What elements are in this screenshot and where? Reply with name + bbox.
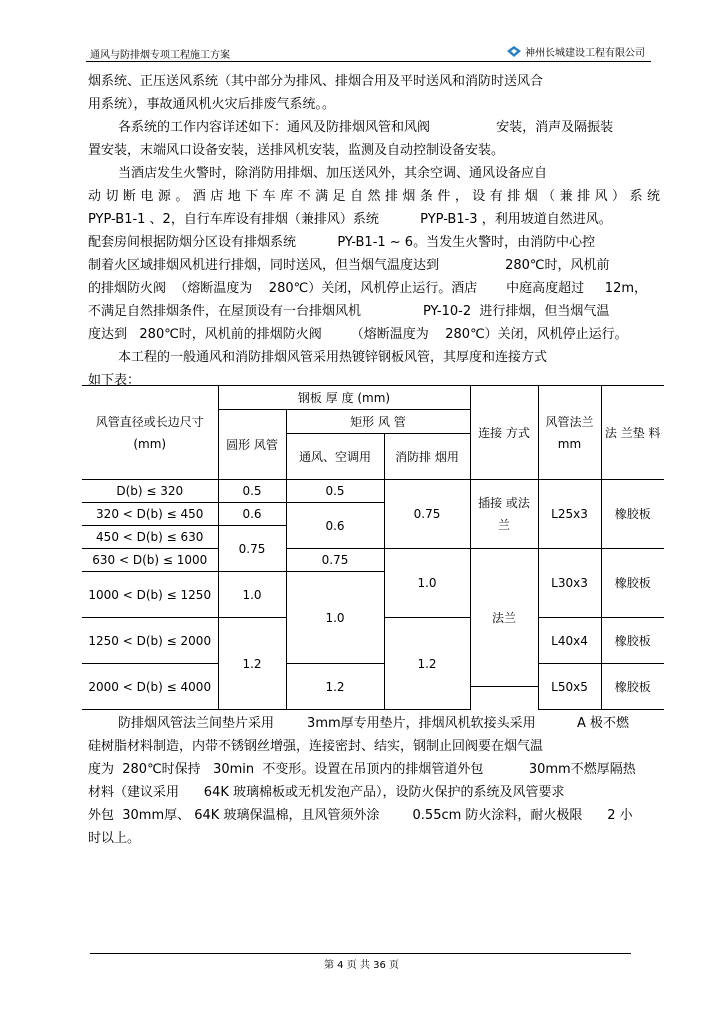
vent-cell: 0.75	[286, 549, 384, 572]
flange-cell: L50x5	[538, 664, 601, 710]
paragraph-line: 度达到 280℃时，风机前的排烟防火阀 （熔断温度为 280℃）关闭，风机停止运行。	[88, 327, 628, 342]
fire-cell: 1.2	[384, 618, 470, 710]
connection-cell: 法兰	[470, 549, 538, 687]
paragraph-line: 时以上。	[88, 831, 141, 846]
body-text-top	[88, 70, 660, 392]
size-cell: 320 < D(b) ≤ 450	[82, 503, 218, 526]
header-cell-fire: 消防排 烟用	[384, 434, 470, 480]
size-cell: 2000 < D(b) ≤ 4000	[82, 664, 218, 710]
paragraph-line: 当酒店发生火警时，除消防用排烟、加压送风外，其余空调、通风设备应自	[118, 166, 548, 181]
paragraph-line: 材料（建议采用 64K 玻璃棉板或无机发泡产品），设防火保护的系统及风管要求	[88, 785, 565, 800]
gasket-cell: 橡胶板	[601, 664, 664, 710]
round-cell: 1.2	[218, 618, 286, 710]
flange-cell: L30x3	[538, 549, 601, 618]
header-cell-size: 风管直径或长边尺寸 (mm)	[82, 386, 218, 480]
vent-cell: 0.5	[286, 480, 384, 503]
vent-cell: 1.0	[286, 572, 384, 664]
gasket-cell: 橡胶板	[601, 480, 664, 549]
header-cell-vent: 通风、空调用	[286, 434, 384, 480]
paragraph-line: 硅树脂材料制造，内带不锈钢丝增强，连接密封、结实，钢制止回阀要在烟气温	[88, 739, 544, 754]
connection-cell: 插接 或法兰	[470, 480, 538, 549]
paragraph-line: 防排烟风管法兰间垫片采用 3mm厚专用垫片，排烟风机软接头采用 A 极不燃	[118, 716, 630, 731]
paragraph-line: 制着火区域排烟风机进行排烟，同时送风，但当烟气温度达到 280℃时，风机前	[88, 258, 610, 273]
company-header	[506, 44, 645, 59]
header-cell-thickness: 钢板 厚 度 (mm)	[218, 386, 470, 410]
paragraph-line: 配套房间根据防烟分区设有排烟系统 PY-B1-1 ~ 6。当发生火警时，由消防中心控	[88, 235, 596, 250]
size-cell: 1000 < D(b) ≤ 1250	[82, 572, 218, 618]
company-name: 神州长城建设工程有限公司	[525, 48, 645, 59]
header-cell-rect: 矩形 风 管	[286, 410, 470, 434]
paragraph-line: 动切断电源。酒店地下车库不满足自然排烟条件，设有排烟（兼排风）系统	[88, 189, 660, 204]
paragraph-line: PYP-B1-1 、2，自行车库设有排烟（兼排风）系统 PYP-B1-3 ，利用坡道自然进风。	[88, 212, 612, 227]
paragraph-line: 不满足自然排烟条件，在屋顶设有一台排烟风机 PY-10-2 进行排烟，但当烟气温	[88, 304, 610, 319]
size-cell: D(b) ≤ 320	[82, 480, 218, 503]
footer-divider	[90, 953, 631, 954]
paragraph-line: 外包 30mm厚、 64K 玻璃保温棉，且风管须外涂 0.55cm 防火涂料，耐火极限 2 小	[88, 808, 633, 823]
duct-spec-table	[82, 385, 664, 710]
body-text-bottom	[88, 712, 660, 850]
size-cell: 1250 < D(b) ≤ 2000	[82, 618, 218, 664]
gasket-cell: 橡胶板	[601, 618, 664, 664]
paragraph-line: 用系统），事故通风机火灾后排废气系统。。	[88, 97, 336, 112]
header-cell-gasket: 法 兰垫 料	[601, 386, 664, 480]
paragraph-line: 度为 280℃时保持 30min 不变形。设置在吊顶内的排烟管道外包 30mm不燃厚隔热	[88, 762, 636, 777]
header-divider	[86, 61, 651, 62]
vent-cell: 1.2	[286, 664, 384, 710]
paragraph-line: 置安装，末端风口设备安装，送排风机安装，监测及自动控制设备安装。	[88, 143, 505, 158]
round-cell: 0.6	[218, 503, 286, 526]
vent-cell: 0.6	[286, 503, 384, 549]
gasket-cell: 橡胶板	[601, 549, 664, 618]
round-cell: 1.0	[218, 572, 286, 618]
paragraph-line: 的排烟防火阀 （熔断温度为 280℃）关闭，风机停止运行。酒店 中庭高度超过 12m，	[88, 281, 648, 296]
size-cell: 630 < D(b) ≤ 1000	[82, 549, 218, 572]
paragraph-line: 烟系统、正压送风系统（其中部分为排风、排烟合用及平时送风和消防时送风合	[88, 74, 544, 89]
company-logo-icon	[506, 45, 522, 58]
fire-cell: 0.75	[384, 480, 470, 549]
paragraph-line: 各系统的工作内容详述如下：通风及防排烟风管和风阀 安装，消声及隔振装	[118, 120, 614, 135]
paragraph-line: 本工程的一般通风和消防排烟风管采用热镀锌钢板风管，其厚度和连接方式	[118, 350, 548, 365]
size-cell: 450 < D(b) ≤ 630	[82, 526, 218, 549]
round-cell: 0.75	[218, 526, 286, 572]
round-cell: 0.5	[218, 480, 286, 503]
header-cell-connection: 连接 方式	[470, 386, 538, 480]
paragraph-line: 如下表：	[88, 373, 141, 388]
document-header-title: 通风与防排烟专项工程施工方案	[90, 50, 230, 61]
fire-cell: 1.0	[384, 549, 470, 618]
header-cell-flange: 风管法兰 mm	[538, 386, 601, 480]
flange-cell: L40x4	[538, 618, 601, 664]
flange-cell: L25x3	[538, 480, 601, 549]
page-number: 第 4 页 共 36 页	[324, 960, 399, 971]
header-cell-round: 圆形 风管	[218, 410, 286, 480]
